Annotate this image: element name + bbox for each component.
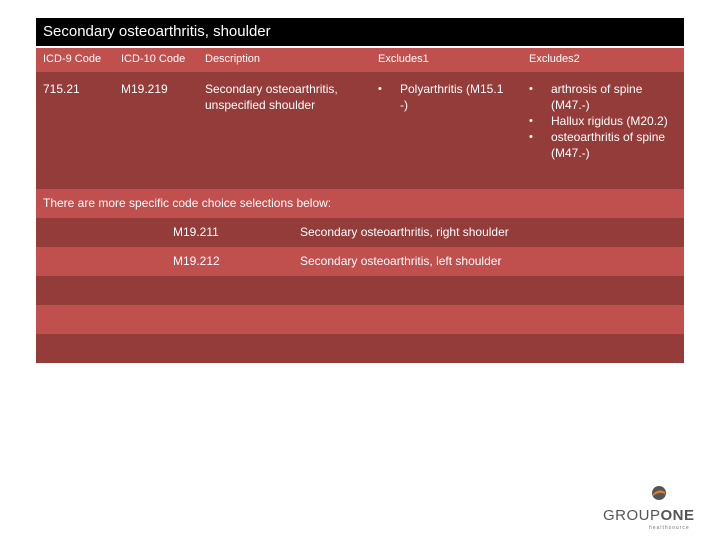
- specific-code: M19.211: [173, 225, 219, 239]
- header-excludes1: Excludes1: [378, 53, 429, 65]
- logo-tagline: healthsource: [649, 525, 690, 531]
- header-excludes2: Excludes2: [529, 53, 580, 65]
- specific-description: Secondary osteoarthritis, right shoulder: [300, 225, 509, 239]
- excludes2-line: osteoarthritis of spine: [551, 130, 666, 144]
- table-title: Secondary osteoarthritis, shoulder: [36, 18, 684, 46]
- list-item: [529, 129, 684, 161]
- bullet-icon: •: [529, 115, 533, 127]
- excludes1-line: Polyarthritis (M15.1: [400, 82, 504, 96]
- empty-row: [36, 334, 684, 363]
- group-one-logo: [603, 485, 715, 529]
- list-item: [378, 81, 528, 113]
- excludes2-line: (M47.-): [551, 146, 590, 160]
- header-icd10: ICD-10 Code: [121, 53, 186, 65]
- code-table: [36, 18, 684, 363]
- empty-row: [36, 305, 684, 334]
- specific-code: M19.212: [173, 254, 220, 268]
- excludes2-line: (M47.-): [551, 98, 590, 112]
- excludes2-list: [529, 81, 684, 161]
- excludes1-list: [378, 81, 528, 113]
- specific-description: Secondary osteoarthritis, left shoulder: [300, 254, 502, 268]
- logo-wordmark: [603, 507, 695, 524]
- bullet-icon: •: [378, 83, 382, 95]
- more-codes-text: There are more specific code choice selections below:: [43, 196, 332, 210]
- table-row: [36, 72, 684, 189]
- header-icd9: ICD-9 Code: [43, 53, 102, 65]
- logo-word-group: GROUP: [603, 507, 661, 524]
- excludes2-line: Hallux rigidus (M20.2): [551, 114, 668, 128]
- icd9-code: 715.21: [43, 82, 80, 96]
- code-description: [205, 81, 338, 113]
- table-header-row: [36, 46, 684, 72]
- list-item: [529, 81, 684, 113]
- table-row: [36, 218, 684, 247]
- bullet-icon: •: [529, 83, 533, 95]
- description-line: unspecified shoulder: [205, 98, 316, 112]
- logo-word-one: ONE: [660, 507, 695, 524]
- list-item: [529, 113, 684, 129]
- description-line: Secondary osteoarthritis,: [205, 82, 338, 96]
- excludes2-line: arthrosis of spine: [551, 82, 643, 96]
- excludes1-line: -): [400, 98, 408, 112]
- logo-mark-icon: [651, 485, 667, 501]
- empty-row: [36, 276, 684, 305]
- more-codes-row: [36, 189, 684, 218]
- header-description: Description: [205, 53, 261, 65]
- icd10-code: M19.219: [121, 82, 168, 96]
- table-row: [36, 247, 684, 276]
- bullet-icon: •: [529, 131, 533, 143]
